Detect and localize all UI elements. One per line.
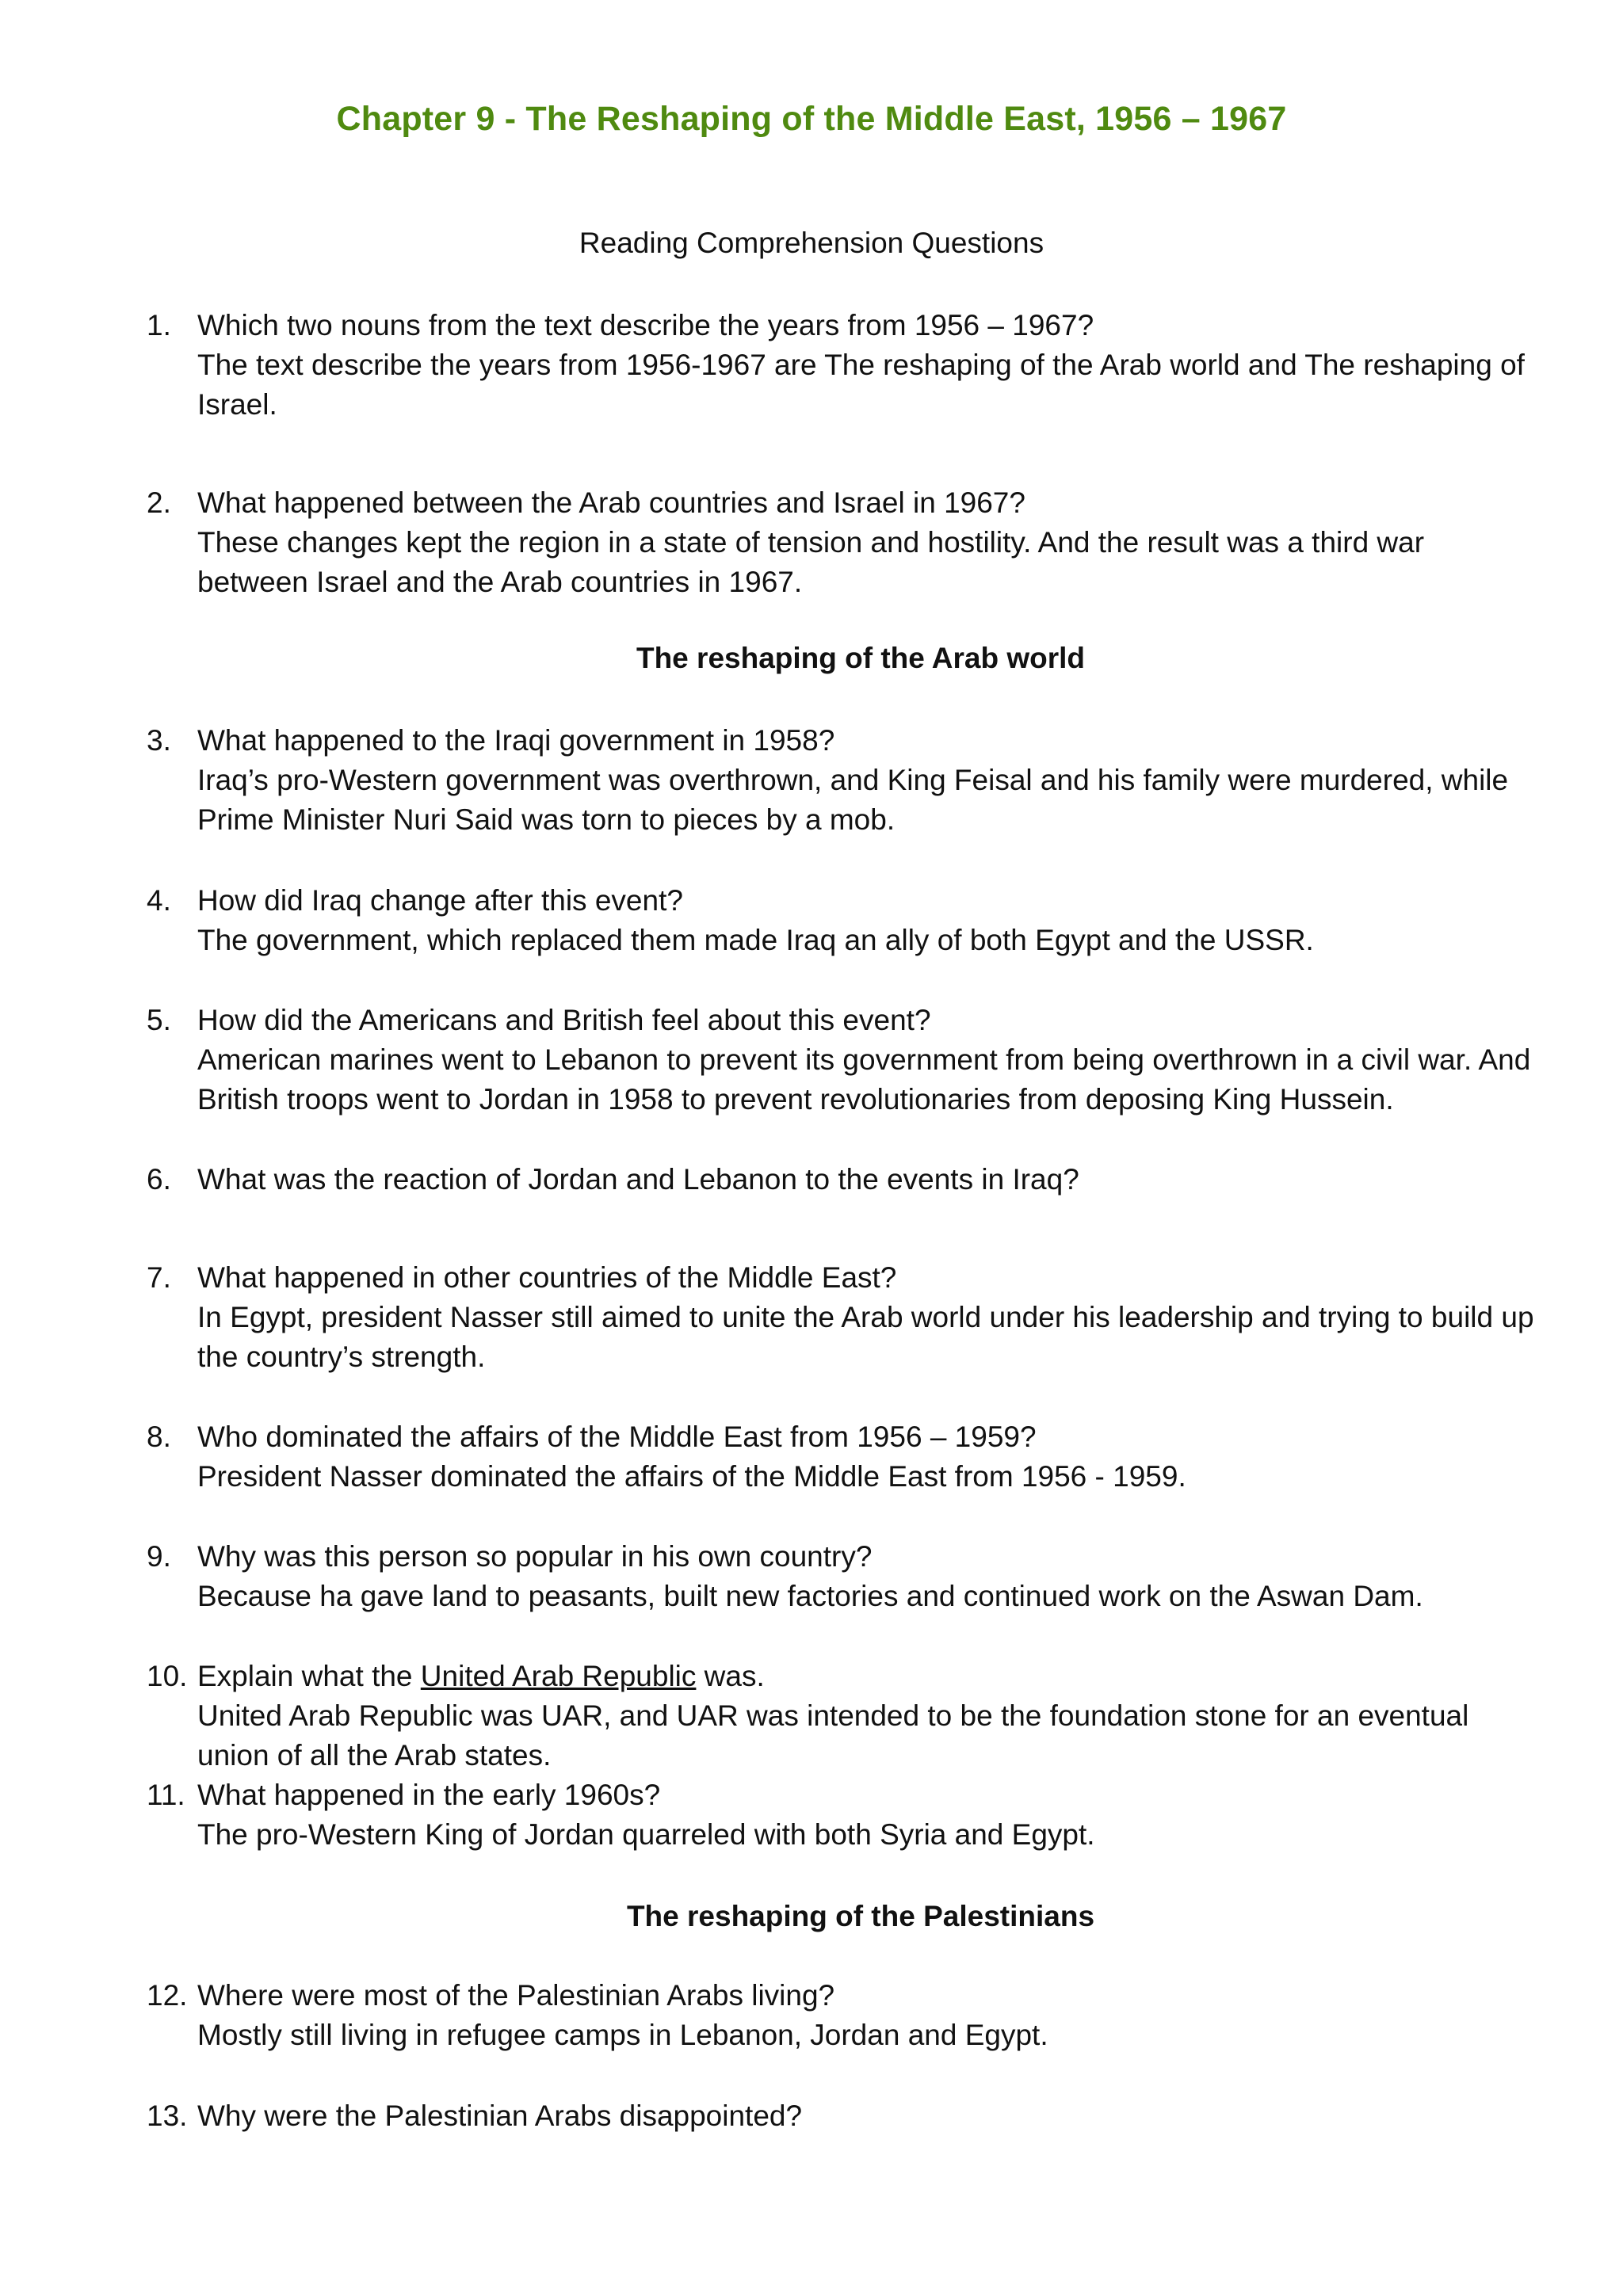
question-item-2 — [147, 483, 1541, 602]
question-text-prefix: Explain what the — [197, 1660, 421, 1692]
question-item-12 — [147, 1976, 1541, 2055]
question-text: Which two nouns from the text describe the years from 1956 – 1967? — [197, 309, 1094, 341]
question-item-7 — [147, 1258, 1541, 1377]
question-item-9 — [147, 1537, 1541, 1616]
question-item-13 — [147, 2096, 1541, 2136]
question-item-6 — [147, 1160, 1541, 1199]
answer-text: These changes kept the region in a state of tension and hostility. And the result was a third war between Israel and the Arab countries in 1967. — [197, 526, 1425, 598]
answer-text: Iraq’s pro-Western government was overthrown, and King Feisal and his family were murdered, while Prime Minister Nuri Said was torn to pieces by a mob. — [197, 764, 1509, 836]
question-item-1 — [147, 306, 1541, 425]
question-item-8 — [147, 1417, 1541, 1497]
section-heading-palestinians: The reshaping of the Palestinians — [626, 1900, 1095, 1932]
question-text — [197, 1657, 1541, 1696]
answer-text: The government, which replaced them made Iraq an ally of both Egypt and the USSR. — [197, 924, 1314, 956]
question-item-3 — [147, 721, 1541, 840]
question-number: 12. — [147, 1979, 188, 2012]
question-number: 1. — [147, 309, 171, 341]
question-item-4 — [147, 881, 1541, 960]
question-item-5 — [147, 1001, 1541, 1119]
question-text: What happened in other countries of the Middle East? — [197, 1261, 897, 1294]
section-heading-arab-world: The reshaping of the Arab world — [636, 642, 1085, 674]
answer-text: President Nasser dominated the affairs of the Middle East from 1956 - 1959. — [197, 1460, 1186, 1493]
answer-text: Because ha gave land to peasants, built new factories and continued work on the Aswan Dam. — [197, 1580, 1423, 1612]
question-item-10 — [147, 1657, 1541, 1775]
answer-text: The pro-Western King of Jordan quarreled with both Syria and Egypt. — [197, 1818, 1095, 1851]
question-number: 11. — [147, 1779, 185, 1811]
answer-text: Mostly still living in refugee camps in Lebanon, Jordan and Egypt. — [197, 2019, 1048, 2051]
question-text: What happened to the Iraqi government in 1958? — [197, 724, 835, 757]
question-text: Who dominated the affairs of the Middle East from 1956 – 1959? — [197, 1421, 1037, 1453]
question-number: 5. — [147, 1004, 171, 1036]
question-text: Why was this person so popular in his own country? — [197, 1540, 873, 1573]
answer-text: The text describe the years from 1956-1967 are The reshaping of the Arab world and The reshaping of Israel. — [197, 349, 1525, 421]
question-number: 13. — [147, 2100, 188, 2132]
question-text: How did the Americans and British feel about this event? — [197, 1004, 931, 1036]
chapter-title: Chapter 9 - The Reshaping of the Middle East, 1956 – 1967 — [336, 100, 1287, 138]
answer-text: United Arab Republic was UAR, and UAR was intended to be the foundation stone for an eventual union of all the Arab states. — [197, 1699, 1469, 1772]
question-number: 10. — [147, 1660, 188, 1692]
question-text: What happened between the Arab countries and Israel in 1967? — [197, 486, 1025, 519]
question-text: What happened in the early 1960s? — [197, 1779, 661, 1811]
subtitle: Reading Comprehension Questions — [579, 227, 1044, 259]
question-number: 9. — [147, 1540, 171, 1573]
question-text: Why were the Palestinian Arabs disappointed? — [197, 2100, 803, 2132]
question-number: 7. — [147, 1261, 171, 1294]
question-number: 8. — [147, 1421, 171, 1453]
question-number: 3. — [147, 724, 171, 757]
underlined-term: United Arab Republic — [420, 1660, 697, 1692]
question-text: Where were most of the Palestinian Arabs living? — [197, 1979, 835, 2012]
question-number: 6. — [147, 1163, 171, 1196]
answer-text: In Egypt, president Nasser still aimed to unite the Arab world under his leadership and trying to build up the country’s strength. — [197, 1301, 1534, 1373]
question-item-11 — [147, 1775, 1541, 1855]
question-text: What was the reaction of Jordan and Lebanon to the events in Iraq? — [197, 1163, 1079, 1196]
question-number: 2. — [147, 486, 171, 519]
question-text-suffix: was. — [696, 1660, 765, 1692]
question-text: How did Iraq change after this event? — [197, 884, 683, 917]
question-number: 4. — [147, 884, 171, 917]
answer-text: American marines went to Lebanon to prevent its government from being overthrown in a civil war. And British troops went to Jordan in 1958 to prevent revolutionaries from deposing King Hussein. — [197, 1043, 1531, 1116]
